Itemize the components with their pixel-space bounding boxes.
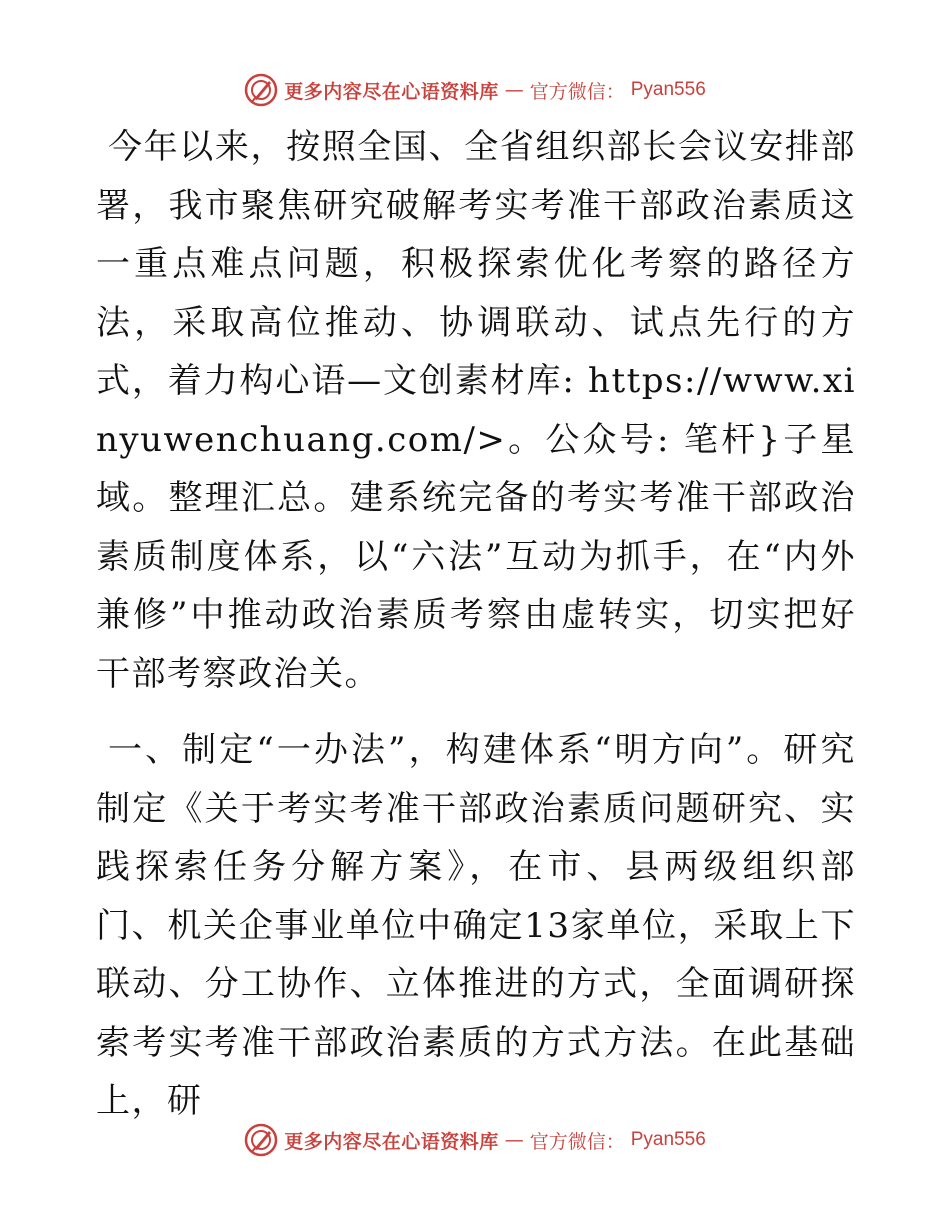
footer-watermark-banner [0,1120,950,1160]
banner-title: 更多内容尽在心语资料库 [284,80,499,103]
banner-wechat-label: 官方微信： [529,1130,625,1153]
quill-logo-icon [244,1123,278,1157]
document-body [96,118,856,1131]
paragraph-section-one: 一、制定“一办法”，构建体系“明方向”。研究制定《关于考实考准干部政治素质问题研究、实践探索任务分解方案》，在市、县两级组织部门、机关企事业单位中确定13家单位，采取上下联动、分工协作、立体推进的方式，全面调研探索考实考准干部政治素质的方式方法。在此基础上，研 [96,730,856,1121]
paragraph-intro: 今年以来，按照全国、全省组织部长会议安排部署，我市聚焦研究破解考实考准干部政治素质这一重点难点问题，积极探索优化考察的路径方法，采取高位推动、协调联动、试点先行的方式，着力构心语—文创素材库: https://www.xinyuwenchuang.com/>。公众号: 笔杆}子星域。整理汇总。建系统完备的考实考准干部政治素质制度体系，以“六法”互动为抓手，在“内外兼修”中推动政治素质考察由虚转实，切实把好干部考察政治关。 [96,127,856,694]
banner-wechat-id: Pyan556 [630,79,706,100]
banner-separator: — [504,79,524,101]
banner-wechat-label: 官方微信： [529,80,625,103]
header-watermark-banner [0,70,950,110]
banner-wechat-id: Pyan556 [630,1129,706,1150]
quill-logo-icon [244,73,278,107]
banner-title: 更多内容尽在心语资料库 [284,1130,499,1153]
banner-separator: — [504,1129,524,1151]
